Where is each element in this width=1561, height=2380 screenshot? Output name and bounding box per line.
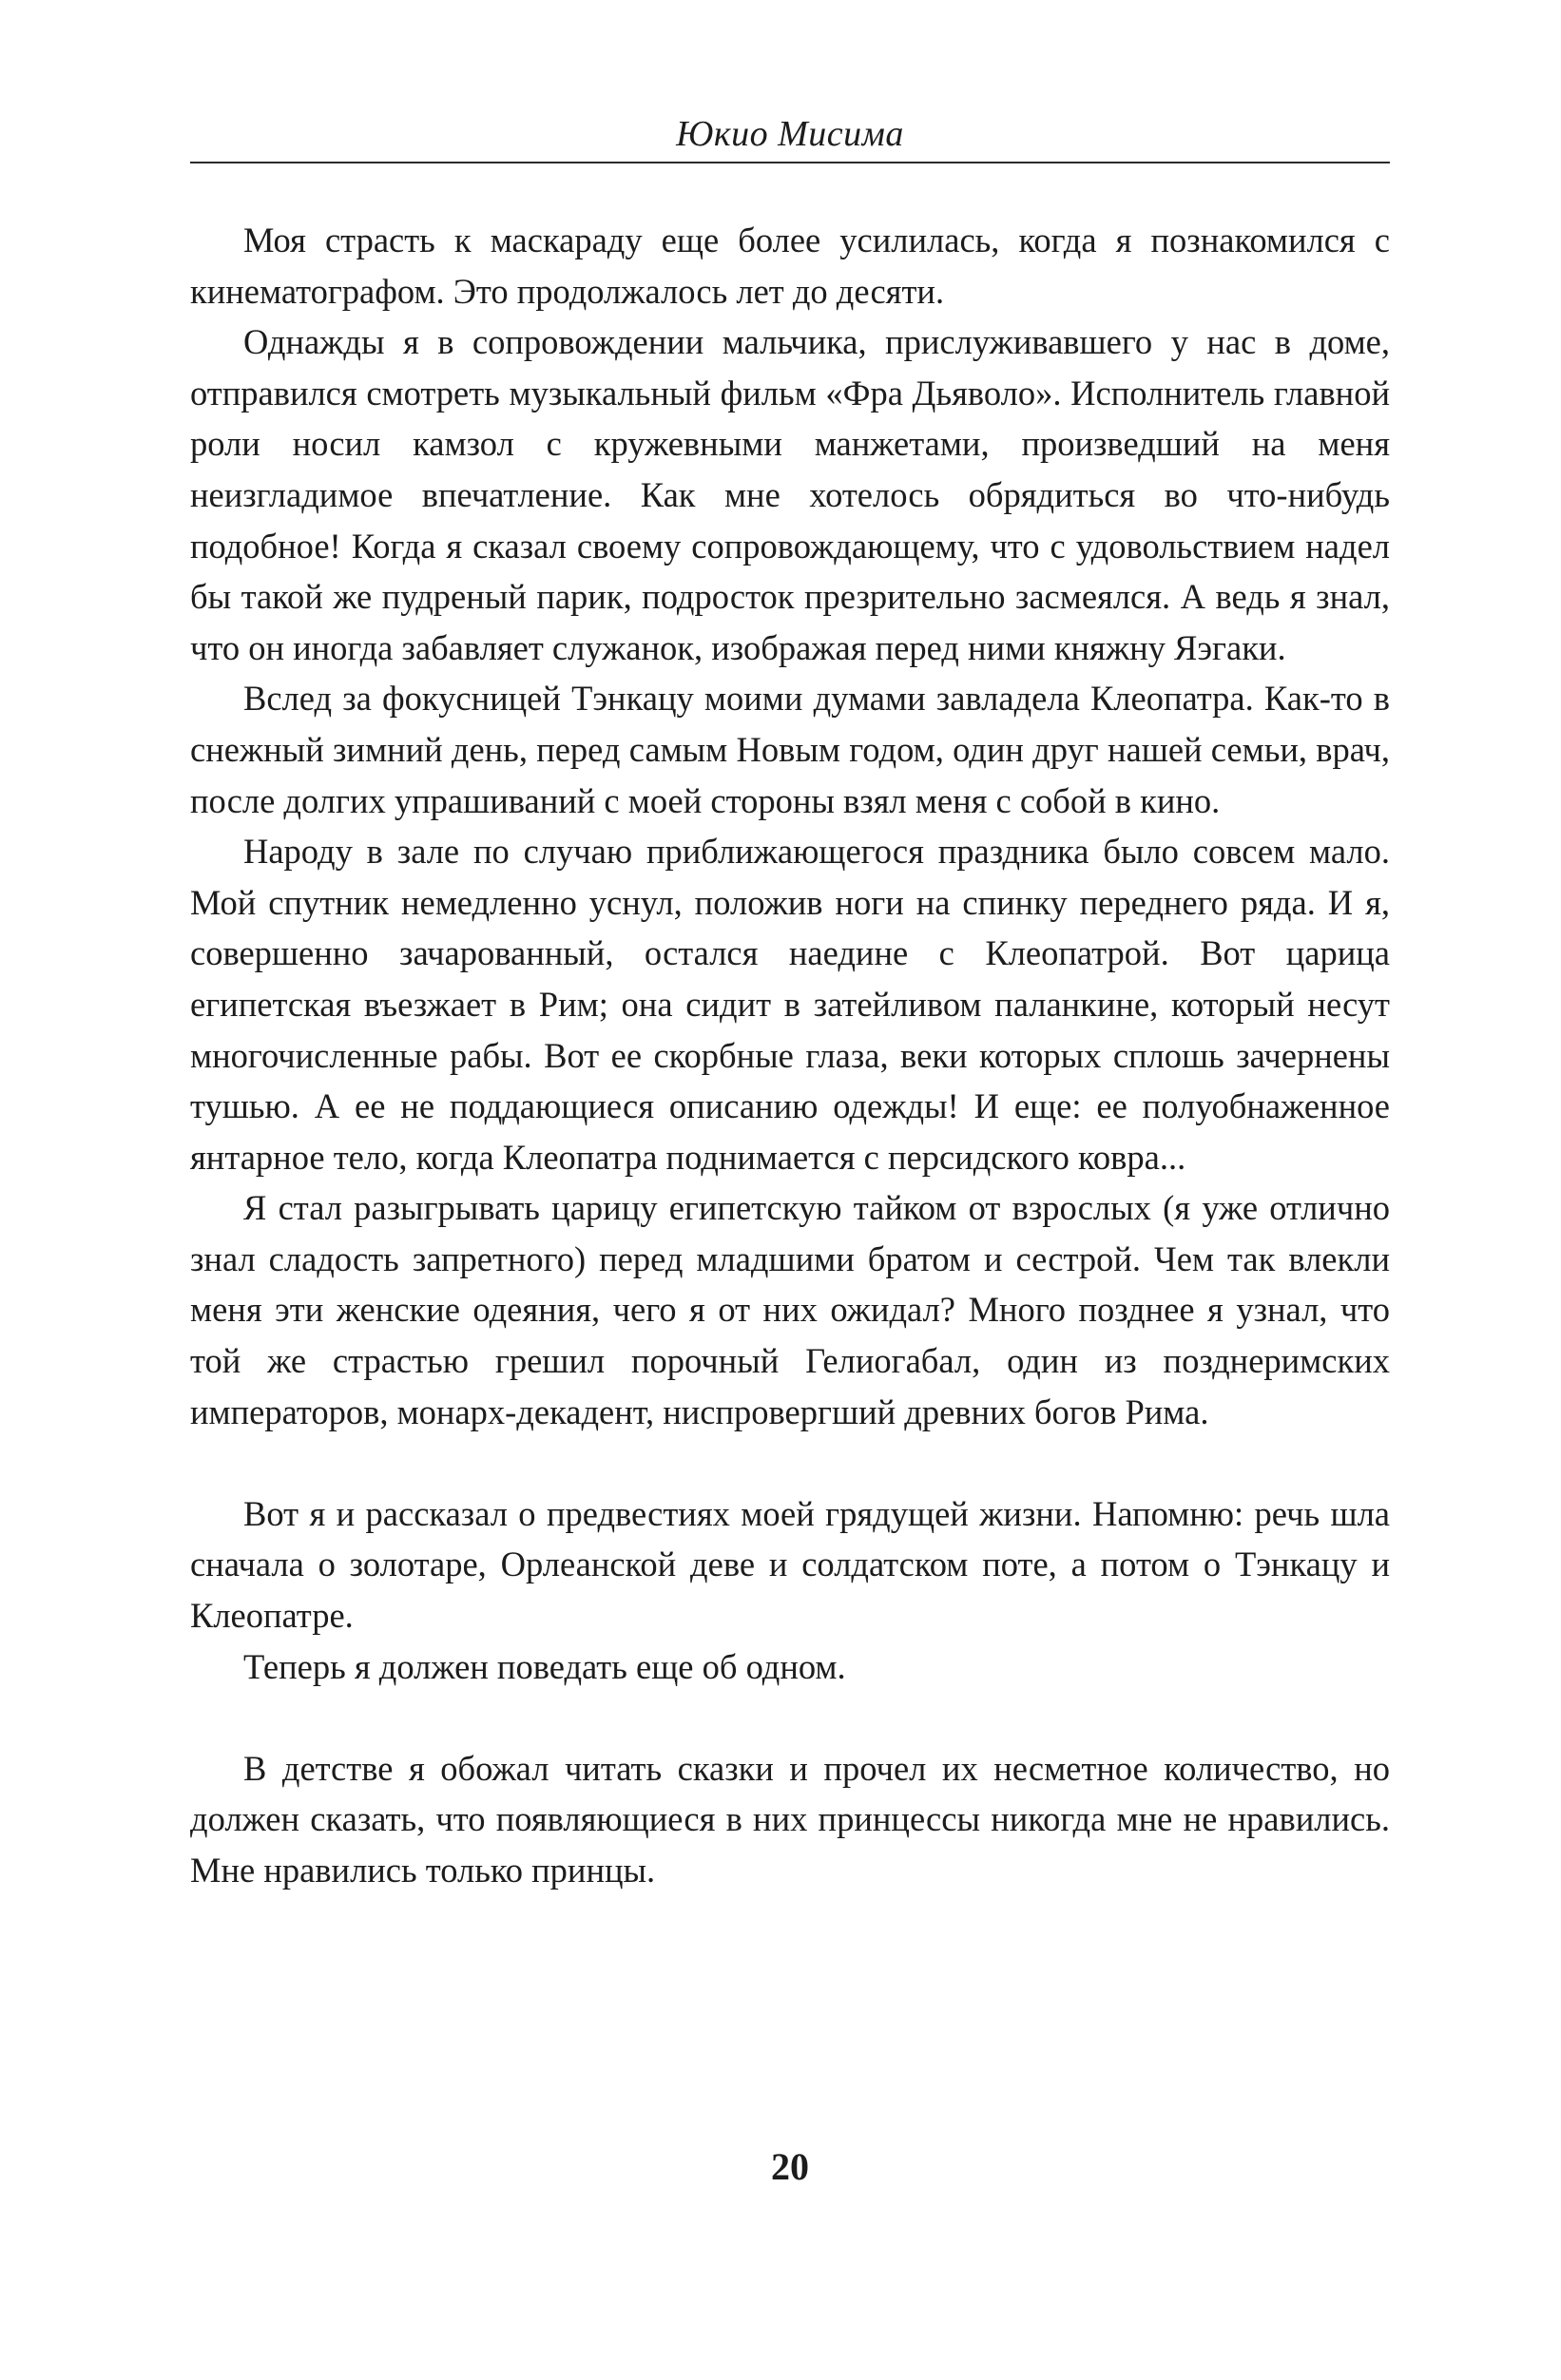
paragraph: В детстве я обожал читать сказки и прочел их несметное количество, но должен сказать, что появляющиеся в них принцессы никогда мне не нравились. Мне нравились только принцы.	[190, 1748, 1390, 1890]
running-title: Юкио Мисима	[676, 114, 904, 154]
body-text	[190, 215, 1390, 1896]
paragraph: Однажды я в сопровождении мальчика, прислуживавшего у нас в доме, отправился смотреть музыкальный фильм «Фра Дьяволо». Исполнитель главной роли носил камзол с кружевными манжетами, произведший на меня неизгладимое впечатление. Как мне хотелось обрядиться во что-нибудь подобное! Когда я сказал своему сопровождающему, что с удовольствием надел бы такой же пудреный парик, подросток презрительно засмеялся. А ведь я знал, что он иногда забавляет служанок, изображая перед ними княжну Яэгаки.	[190, 322, 1390, 667]
page-number: 20	[771, 2145, 809, 2188]
header-rule	[190, 162, 1390, 163]
book-page	[190, 0, 1390, 2380]
paragraph: Народу в зале по случаю приближающегося праздника было совсем мало. Мой спутник немедленно уснул, положив ноги на спинку переднего ряда. И я, совершенно зачарованный, остался наедине с Клеопатрой. Вот царица египетская въезжает в Рим; она сидит в затейливом паланкине, который несут многочисленные рабы. Вот ее скорбные глаза, веки которых сплошь зачернены тушью. А ее не поддающиеся описанию одежды! И еще: ее полуобнаженное янтарное тело, когда Клеопатра поднимается с персидского ковра...	[190, 832, 1390, 1177]
paragraph: Теперь я должен поведать еще об одном.	[243, 1646, 846, 1686]
paragraph: Вот я и рассказал о предвестиях моей грядущей жизни. Напомню: речь шла сначала о золотаре, Орлеанской деве и солдатском поте, а потом о Тэнкацу и Клеопатре.	[190, 1493, 1390, 1636]
paragraph: Я стал разыгрывать царицу египетскую тайком от взрослых (я уже отлично знал сладость запретного) перед младшими братом и сестрой. Чем так влекли меня эти женские одеяния, чего я от них ожидал? Много позднее я узнал, что той же страстью грешил порочный Гелиогабал, один из позднеримских императоров, монарх-декадент, ниспровергший древних богов Рима.	[190, 1188, 1390, 1431]
paragraph: Моя страсть к маскараду еще более усилилась, когда я познакомился с кинематографом. Это продолжалось лет до десяти.	[190, 221, 1390, 311]
paragraph: Вслед за фокусницей Тэнкацу моими думами завладела Клеопатра. Как-то в снежный зимний день, перед самым Новым годом, один друг нашей семьи, врач, после долгих упрашиваний с моей стороны взял меня с собой в кино.	[190, 679, 1390, 820]
